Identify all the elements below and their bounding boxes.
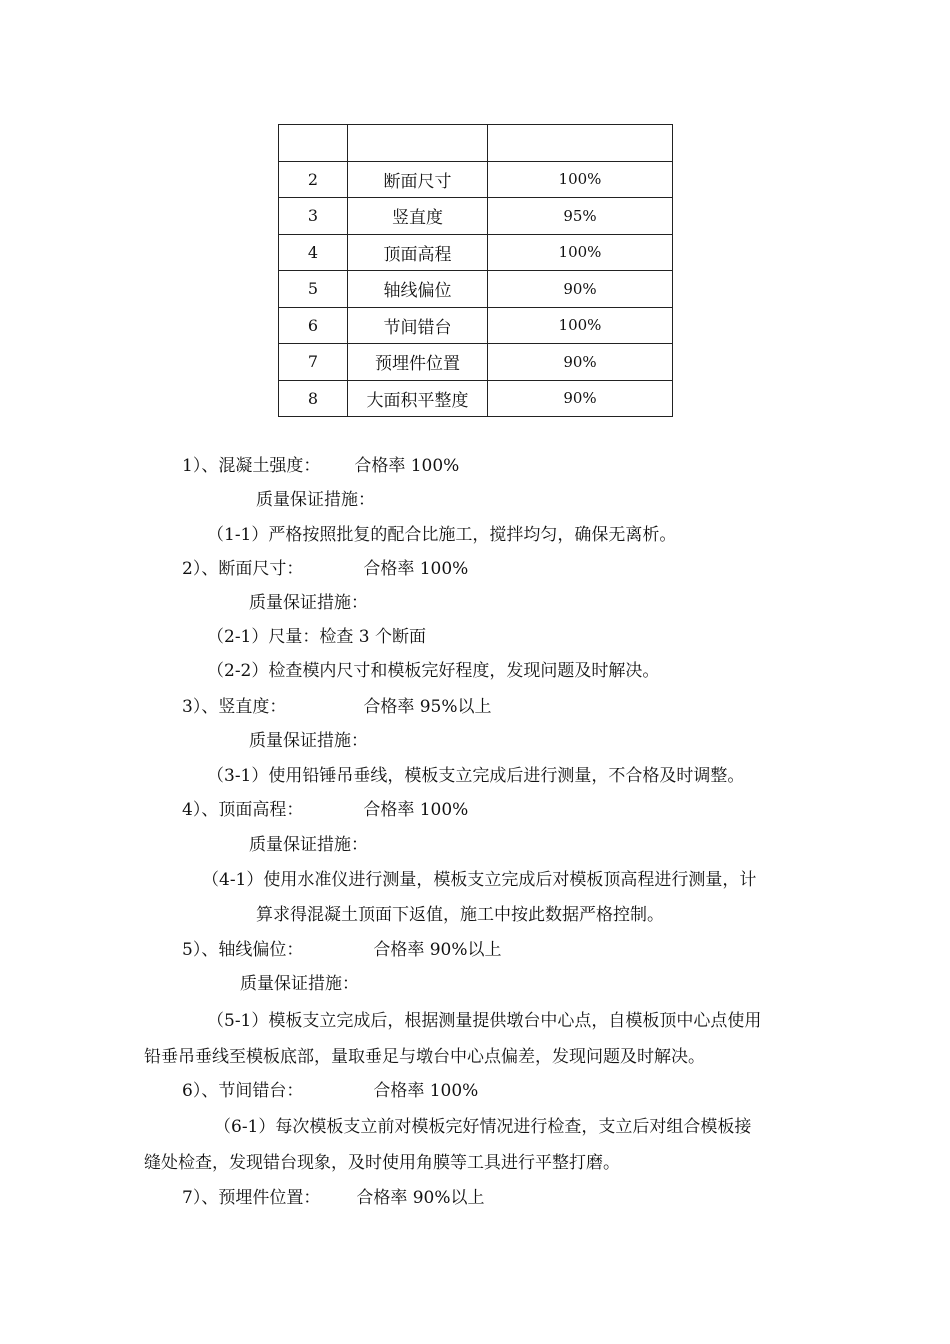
table-row: [279, 234, 673, 271]
row-number: 2: [279, 161, 348, 198]
row-number: 6: [279, 307, 348, 344]
measure-item-continued: 缝处检查，发现错台现象，及时使用角膜等工具进行平整打磨。: [144, 1153, 620, 1173]
table-row: [279, 161, 673, 198]
measures-label: 质量保证措施：: [240, 974, 359, 994]
pass-rate: 合格率 100%: [354, 456, 460, 476]
measure-item-continued: 算求得混凝土顶面下返值，施工中按此数据严格控制。: [256, 905, 664, 925]
measures-label: 质量保证措施：: [249, 731, 368, 751]
row-number: 3: [279, 198, 348, 235]
row-rate: 95%: [488, 198, 673, 235]
measure-item: （2-2）检查模内尺寸和模板完好程度，发现问题及时解决。: [207, 661, 660, 681]
table-row: [279, 380, 673, 417]
row-item: 预埋件位置: [348, 344, 488, 381]
row-item: 节间错台: [348, 307, 488, 344]
measures-label: 质量保证措施：: [249, 593, 368, 613]
heading-top-elevation: [182, 799, 468, 821]
row-rate: 90%: [488, 271, 673, 308]
quality-rate-table-body: [279, 125, 673, 417]
row-rate: 100%: [488, 234, 673, 271]
measure-item: （3-1）使用铅锤吊垂线，模板支立完成后进行测量，不合格及时调整。: [207, 766, 745, 786]
row-rate: 90%: [488, 380, 673, 417]
pass-rate: 合格率 100%: [363, 559, 469, 579]
table-row: [279, 125, 673, 162]
measures-label: 质量保证措施：: [256, 490, 375, 510]
row-item: 大面积平整度: [348, 380, 488, 417]
heading-label: 6）、节间错台：: [182, 1081, 304, 1101]
measure-item: （5-1）模板支立完成后，根据测量提供墩台中心点，自模板顶中心点使用: [207, 1011, 762, 1031]
heading-label: 3）、竖直度：: [182, 697, 287, 717]
pass-rate: 合格率 90%以上: [356, 1188, 485, 1208]
measures-label: 质量保证措施：: [249, 835, 368, 855]
measure-item: （6-1）每次模板支立前对模板完好情况进行检查，支立后对组合模板接: [214, 1117, 752, 1137]
row-item: [348, 125, 488, 162]
row-item: 竖直度: [348, 198, 488, 235]
row-rate: [488, 125, 673, 162]
heading-label: 7）、预埋件位置：: [182, 1188, 321, 1208]
pass-rate: 合格率 95%以上: [363, 697, 492, 717]
heading-embedded-parts: [182, 1187, 485, 1209]
heading-axis-offset: [182, 939, 502, 961]
row-number: 4: [279, 234, 348, 271]
heading-label: 5）、轴线偏位：: [182, 940, 304, 960]
pass-rate: 合格率 100%: [363, 800, 469, 820]
row-rate: 90%: [488, 344, 673, 381]
heading-joint-misalignment: [182, 1080, 478, 1102]
row-item: 顶面高程: [348, 234, 488, 271]
heading-label: 2）、断面尺寸：: [182, 559, 304, 579]
pass-rate: 合格率 90%以上: [373, 940, 502, 960]
table-row: [279, 271, 673, 308]
heading-concrete-strength: [182, 455, 459, 477]
row-rate: 100%: [488, 307, 673, 344]
heading-label: 4）、顶面高程：: [182, 800, 304, 820]
measure-item: （2-1）尺量：检查 3 个断面: [207, 627, 426, 647]
row-number: 7: [279, 344, 348, 381]
row-item: 轴线偏位: [348, 271, 488, 308]
table-row: [279, 198, 673, 235]
quality-rate-table: [278, 124, 673, 417]
measure-item: （4-1）使用水准仪进行测量，模板支立完成后对模板顶高程进行测量，计: [202, 870, 757, 890]
measure-item: （1-1）严格按照批复的配合比施工，搅拌均匀，确保无离析。: [207, 525, 677, 545]
heading-section-size: [182, 558, 468, 580]
table-row: [279, 344, 673, 381]
row-number: [279, 125, 348, 162]
row-item: 断面尺寸: [348, 161, 488, 198]
row-rate: 100%: [488, 161, 673, 198]
row-number: 5: [279, 271, 348, 308]
measure-item-continued: 铅垂吊垂线至模板底部，量取垂足与墩台中心点偏差，发现问题及时解决。: [144, 1047, 705, 1067]
table-row: [279, 307, 673, 344]
heading-label: 1）、混凝土强度：: [182, 456, 321, 476]
row-number: 8: [279, 380, 348, 417]
heading-verticality: [182, 696, 492, 718]
pass-rate: 合格率 100%: [373, 1081, 479, 1101]
